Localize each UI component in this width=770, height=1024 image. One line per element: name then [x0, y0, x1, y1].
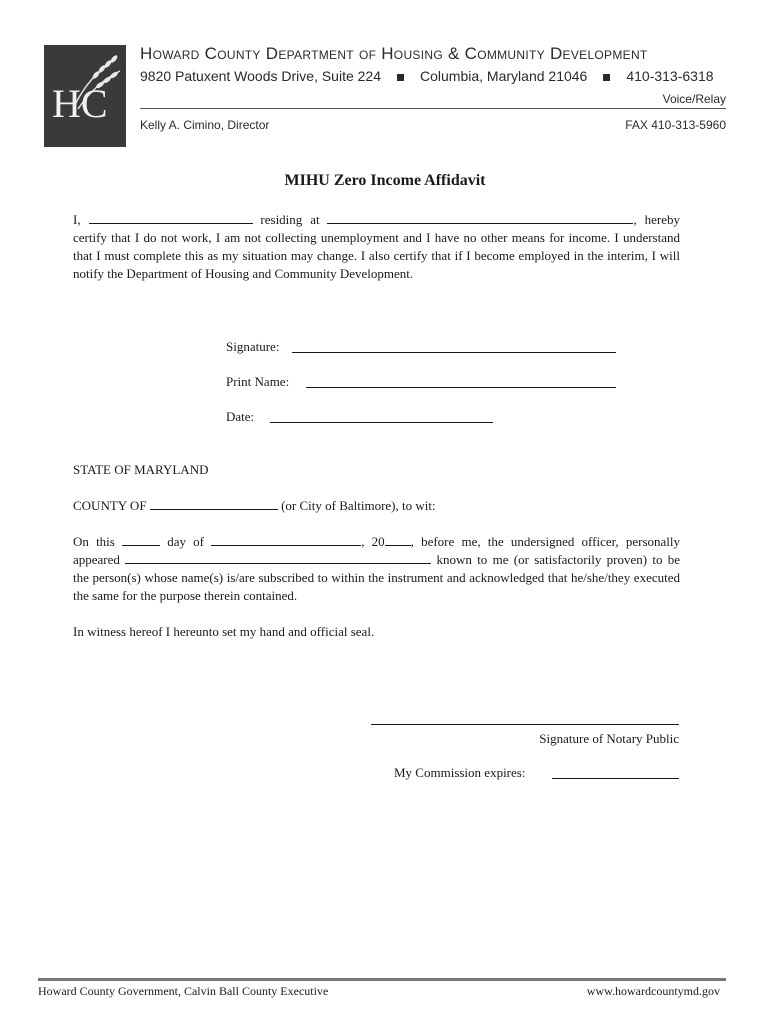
- affidavit-paragraph: [73, 211, 680, 283]
- commission-expires-line[interactable]: [552, 778, 679, 779]
- day-of-text: day of: [167, 534, 205, 549]
- signature-line[interactable]: [292, 352, 616, 353]
- year-prefix-text: , 20: [361, 534, 385, 549]
- address-blank-field[interactable]: [327, 211, 633, 224]
- before-me-text: , before me, the undersigned officer, personally appeared: [73, 534, 681, 567]
- wheat-logo-icon: [44, 45, 126, 147]
- phone-number: 410-313-6318: [626, 68, 714, 84]
- known-to-me-text: known to me (or satisfactorily proven) to be the person(s) whose name(s) is/are subscribed to within the instrument and acknowledged that he/she/they executed the same for the purpose therein contained.: [73, 552, 681, 603]
- state-heading: STATE OF MARYLAND: [73, 462, 209, 477]
- footer-divider: [38, 978, 726, 981]
- signature-label: Signature:: [226, 339, 280, 354]
- document-title: MIHU Zero Income Affidavit: [284, 172, 486, 189]
- affidavit-text-start: I,: [73, 212, 81, 227]
- notary-signature-line[interactable]: [371, 724, 679, 725]
- county-label: COUNTY OF: [73, 498, 147, 513]
- bullet-square-icon: [603, 74, 610, 81]
- footer-website[interactable]: www.howardcountymd.gov: [586, 984, 720, 998]
- address-street: 9820 Patuxent Woods Drive, Suite 224: [140, 68, 382, 84]
- logo-letter-h: HC: [52, 81, 108, 126]
- bullet-square-icon: [397, 74, 404, 81]
- name-blank-field[interactable]: [89, 211, 253, 224]
- day-blank-field[interactable]: [122, 533, 160, 546]
- county-suffix: (or City of Baltimore), to wit:: [281, 498, 436, 513]
- on-this-text: On this: [73, 534, 115, 549]
- county-blank-field[interactable]: [150, 497, 278, 510]
- director-name: Kelly A. Cimino, Director: [140, 118, 270, 132]
- notary-signature-label: Signature of Notary Public: [539, 731, 679, 746]
- voice-relay-label: Voice/Relay: [662, 92, 726, 106]
- date-label: Date:: [226, 409, 255, 424]
- year-blank-field[interactable]: [385, 533, 411, 546]
- county-line: [73, 497, 436, 514]
- department-name: Howard County Department of Housing & Community Development: [140, 44, 648, 63]
- notary-acknowledgment: [73, 533, 680, 605]
- fax-number: FAX 410-313-5960: [625, 118, 726, 132]
- affidavit-text-body: , hereby certify that I do not work, I am not collecting unemployment and I have no other means for income. I understand that I must complete this as my situation may change. I also certify that if I become employed in the interim, I will notify the Department of Housing and Community Development.: [73, 212, 681, 281]
- department-address: [140, 68, 714, 84]
- print-name-label: Print Name:: [226, 374, 290, 389]
- witness-statement: In witness hereof I hereunto set my hand and official seal.: [73, 624, 375, 639]
- header-divider: [140, 108, 726, 109]
- print-name-line[interactable]: [306, 387, 616, 388]
- county-logo: [44, 45, 126, 147]
- appeared-person-blank-field[interactable]: [125, 551, 431, 564]
- commission-expires-label: My Commission expires:: [394, 765, 526, 780]
- address-city: Columbia, Maryland 21046: [420, 68, 588, 84]
- date-line[interactable]: [270, 422, 493, 423]
- affidavit-text-residing: residing at: [260, 212, 320, 227]
- month-blank-field[interactable]: [211, 533, 361, 546]
- footer-government: Howard County Government, Calvin Ball County Executive: [38, 984, 329, 998]
